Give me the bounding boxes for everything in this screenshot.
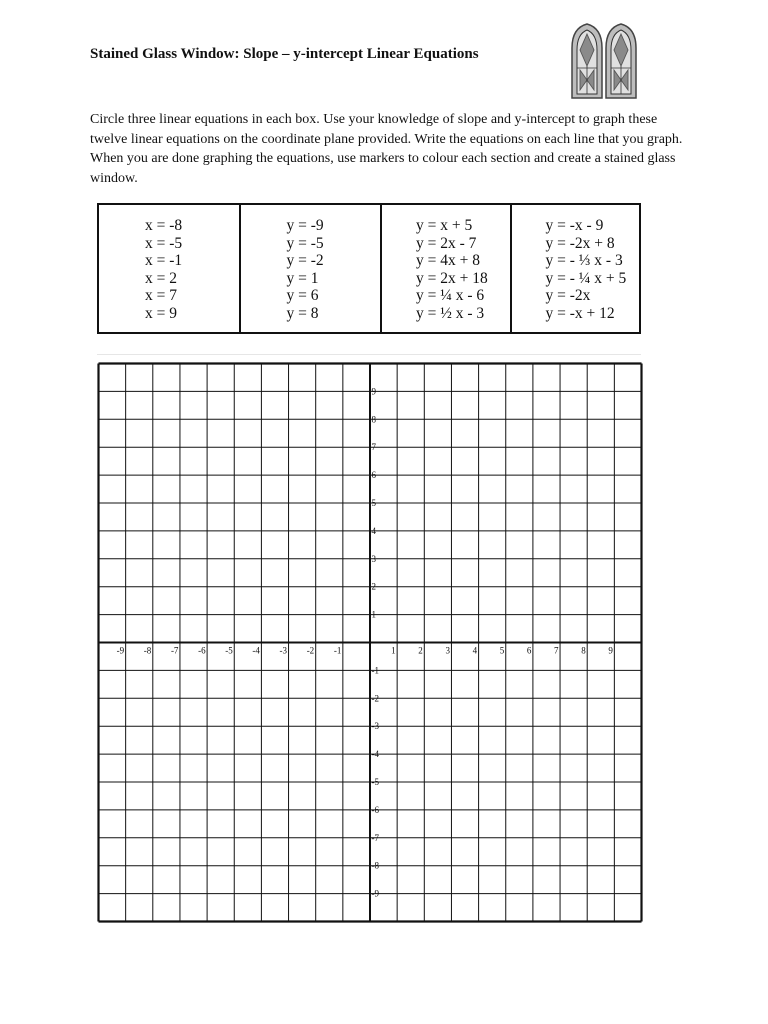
x-tick-label: 1 — [391, 645, 396, 656]
stained-glass-windows-icon — [568, 22, 640, 100]
x-tick-label: -9 — [116, 645, 125, 656]
x-tick-label: 5 — [499, 645, 505, 656]
y-tick-label: 1 — [371, 609, 376, 620]
y-tick-label: -5 — [371, 777, 379, 787]
equation-option[interactable]: x = -8 — [145, 217, 183, 234]
x-tick-label: -6 — [198, 645, 206, 656]
equation-option[interactable]: x = -5 — [145, 234, 183, 252]
coordinate-plane[interactable] — [97, 362, 643, 923]
x-tick-label: -1 — [333, 645, 342, 656]
equation-option[interactable]: y = - ¼ x + 5 — [545, 269, 627, 287]
equation-box-horizontal-lines — [241, 205, 383, 332]
equation-box-negative-slopes — [512, 205, 640, 332]
equation-option[interactable]: y = -x + 12 — [545, 304, 615, 322]
y-tick-label: 5 — [371, 498, 376, 508]
x-tick-label: -7 — [170, 645, 179, 656]
equation-option[interactable]: y = - ⅓ x - 3 — [545, 252, 623, 269]
y-tick-label: 4 — [371, 525, 376, 536]
equation-option[interactable]: y = -2x — [545, 287, 591, 304]
equation-option[interactable]: y = 8 — [286, 304, 319, 322]
equation-option[interactable]: x = -1 — [145, 252, 183, 269]
y-tick-label: 3 — [371, 553, 376, 564]
equation-option[interactable]: y = -2 — [286, 252, 324, 269]
equation-option[interactable]: x = 2 — [145, 269, 177, 287]
equation-option[interactable]: y = -2x + 8 — [545, 234, 615, 252]
x-tick-label: 3 — [445, 645, 450, 656]
y-tick-label: -9 — [371, 888, 379, 899]
y-tick-label: 6 — [371, 470, 376, 481]
equation-option[interactable]: y = 4x + 8 — [416, 252, 480, 269]
x-tick-label: -8 — [143, 645, 152, 656]
y-tick-label: -3 — [371, 721, 379, 732]
x-tick-label: 9 — [608, 645, 613, 656]
y-tick-label: -8 — [371, 860, 379, 871]
y-tick-label: -6 — [371, 804, 379, 815]
equation-option[interactable]: y = -5 — [286, 234, 324, 252]
x-tick-label: -3 — [279, 645, 288, 656]
equation-option[interactable]: y = ¼ x - 6 — [416, 287, 485, 304]
x-tick-label: 8 — [581, 645, 586, 656]
equation-option[interactable]: y = 1 — [286, 269, 319, 287]
x-tick-label: 2 — [418, 645, 423, 656]
x-tick-label: 7 — [554, 645, 559, 656]
equation-option[interactable]: y = x + 5 — [416, 217, 473, 234]
equation-option[interactable]: y = -x - 9 — [545, 217, 604, 234]
equation-option[interactable]: y = -9 — [286, 217, 324, 234]
y-tick-label: -1 — [371, 665, 379, 676]
equation-option[interactable]: y = 2x + 18 — [416, 269, 488, 287]
x-tick-label: -4 — [252, 645, 260, 656]
instructions-paragraph: Circle three linear equations in each box. Use your knowledge of slope and y-intercept to graph these twelve linear equations on the coordinate plane provided. Write the equations on each line that you graph. When you are done graphing the equations, use markers to colour each section and create a stained glass window. — [90, 112, 683, 186]
worksheet-title: Stained Glass Window: Slope – y-intercept Linear Equations — [90, 46, 479, 62]
x-tick-label: -2 — [306, 645, 315, 656]
y-tick-label: 8 — [371, 414, 376, 425]
y-tick-label: 9 — [371, 386, 376, 397]
equation-option[interactable]: y = ½ x - 3 — [416, 304, 485, 322]
y-tick-label: 2 — [371, 581, 376, 592]
equation-box-positive-slopes — [382, 205, 512, 332]
equation-option[interactable]: y = 2x - 7 — [416, 234, 477, 252]
equation-table — [97, 203, 641, 334]
y-tick-label: -2 — [371, 693, 379, 704]
equation-box-vertical-lines — [99, 205, 241, 332]
x-tick-label: -5 — [225, 645, 233, 656]
coordinate-grid-svg[interactable] — [97, 362, 643, 923]
x-tick-label: 6 — [526, 645, 532, 656]
section-divider — [97, 354, 641, 355]
equation-option[interactable]: y = 6 — [286, 287, 319, 304]
equation-option[interactable]: x = 9 — [145, 304, 177, 322]
y-tick-label: 7 — [371, 442, 376, 453]
y-tick-label: -7 — [371, 832, 379, 843]
x-tick-label: 4 — [472, 645, 478, 656]
y-tick-label: -4 — [371, 749, 379, 760]
equation-option[interactable]: x = 7 — [145, 287, 177, 304]
